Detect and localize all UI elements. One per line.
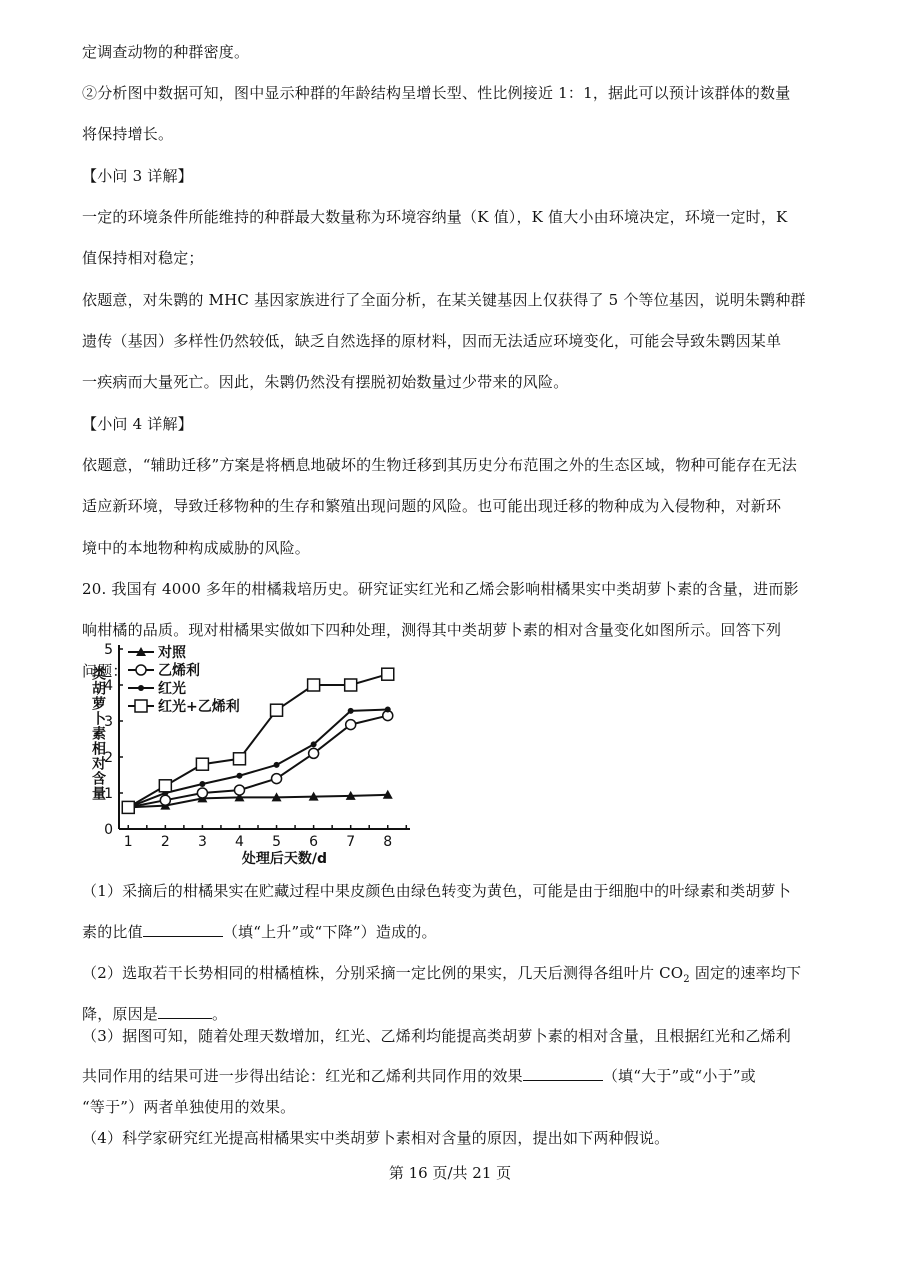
legend-label: 红光+乙烯利 [158,699,240,715]
y-tick-label: 3 [104,714,113,730]
x-tick-label: 6 [309,834,319,850]
answer-blank[interactable] [523,1066,603,1081]
y-tick-label: 2 [104,750,113,766]
data-point [308,679,320,691]
legend-label: 对照 [158,645,186,661]
y-tick-label: 4 [104,678,113,694]
text-line: 将保持增长。 [82,125,174,143]
text-line: 值保持相对稳定； [82,249,204,267]
question-stem: 20. 我国有 4000 多年的柑橘栽培历史。研究证实红光和乙烯会影响柑橘果实中类胡萝卜素的含量，进而影 [82,580,799,598]
question-text: 。 [212,1005,228,1023]
data-point [233,753,245,765]
text-line: 适应新环境，导致迁移物种的生存和繁殖出现问题的风险。也可能出现迁移的物种成为入侵物种，对新环 [82,497,782,515]
data-point [199,781,205,787]
data-point [271,704,283,716]
data-point [122,801,134,813]
text-line: 依题意，“辅助迁移”方案是将栖息地破坏的生物迁移到其历史分布范围之外的生态区域，物种可能存在无法 [82,456,797,474]
question-stem: 问题： [82,662,128,680]
chart-svg [80,636,420,868]
answer-blank[interactable] [158,1004,212,1019]
carotenoid-line-chart [80,636,420,868]
x-tick-label: 3 [197,834,207,850]
y-tick-label: 0 [104,822,113,838]
text-line: 境中的本地物种构成威胁的风险。 [82,539,311,557]
question-3: （3）据图可知，随着处理天数增加，红光、乙烯利均能提高类胡萝卜素的相对含量，且根据红光和乙烯利 [82,1027,791,1045]
y-axis-label: 类胡萝卜素相对含量 [90,666,106,801]
legend-marker [135,700,147,712]
data-point [159,780,171,792]
data-point [309,748,319,758]
y-tick-label: 1 [104,786,113,802]
y-tick-label: 5 [104,642,113,658]
data-point [346,720,356,730]
text-line: 一定的环境条件所能维持的种群最大数量称为环境容纳量（K 值），K 值大小由环境决定，环境一定时，K [82,208,788,226]
legend-label: 红光 [158,681,186,697]
data-point [236,773,242,779]
data-point [274,762,280,768]
question-text: 共同作用的结果可进一步得出结论：红光和乙烯利共同作用的效果 [82,1067,523,1085]
data-point [345,679,357,691]
question-text: 固定的速率均下 [694,964,802,982]
x-axis-label: 处理后天数/d [241,851,328,867]
data-point [160,795,170,805]
data-point [272,774,282,784]
question-1: （1）采摘后的柑橘果实在贮藏过程中果皮颜色由绿色转变为黄色，可能是由于细胞中的叶绿素和类胡萝卜 [82,882,791,900]
question-text: （填“大于”或“小于”或 [602,1067,756,1085]
question-text: 降，原因是 [82,1005,159,1023]
text-line: 遗传（基因）多样性仍然较低，缺乏自然选择的原材料，因而无法适应环境变化，可能会导致朱鹮因某单 [82,332,782,350]
legend-marker [138,685,144,691]
text-line: 依题意，对朱鹮的 MHC 基因家族进行了全面分析，在某关键基因上仅获得了 5 个等位基因，说明朱鹮种群 [82,291,806,309]
question-text: （填“上升”或“下降”）造成的。 [222,923,437,941]
x-tick-label: 5 [272,834,282,850]
data-point [196,758,208,770]
data-point [348,708,354,714]
question-2 [82,963,822,990]
x-tick-label: 2 [160,834,170,850]
x-tick-label: 4 [235,834,244,850]
question-stem: 响柑橘的品质。现对柑橘果实做如下四种处理，测得其中类胡萝卜素的相对含量变化如图所示。回答下列 [82,621,782,639]
data-point [234,785,244,795]
page-footer: 第 16 页/共 21 页 [388,1164,512,1182]
legend-label: 乙烯利 [158,663,200,679]
question-2-cont [82,1004,822,1024]
answer-blank[interactable] [143,922,223,937]
data-point [197,788,207,798]
question-3-cont [82,1066,822,1086]
x-tick-label: 8 [383,834,393,850]
x-tick-label: 1 [123,834,133,850]
legend-marker [136,665,146,675]
question-1-cont [82,922,822,942]
question-text: （2）选取若干长势相同的柑橘植株，分别采摘一定比例的果实，几天后测得各组叶片 CO [82,964,684,982]
data-point [385,706,391,712]
text-line: 一疾病而大量死亡。因此，朱鹮仍然没有摆脱初始数量过少带来的风险。 [82,373,569,391]
data-point [382,668,394,680]
question-4: （4）科学家研究红光提高柑橘果实中类胡萝卜素相对含量的原因，提出如下两种假说。 [82,1129,670,1147]
text-line: 定调查动物的种群密度。 [82,43,250,61]
data-point [311,741,317,747]
subscript: 2 [683,974,690,985]
text-line: ②分析图中数据可知，图中显示种群的年龄结构呈增长型、性比例接近 1：1，据此可以预计该群体的数量 [82,84,791,102]
question-3-cont: “等于”）两者单独使用的效果。 [82,1098,296,1116]
section-heading: 【小问 3 详解】 [82,167,193,185]
x-tick-label: 7 [346,834,356,850]
question-text: 素的比值 [82,923,143,941]
section-heading: 【小问 4 详解】 [82,415,193,433]
